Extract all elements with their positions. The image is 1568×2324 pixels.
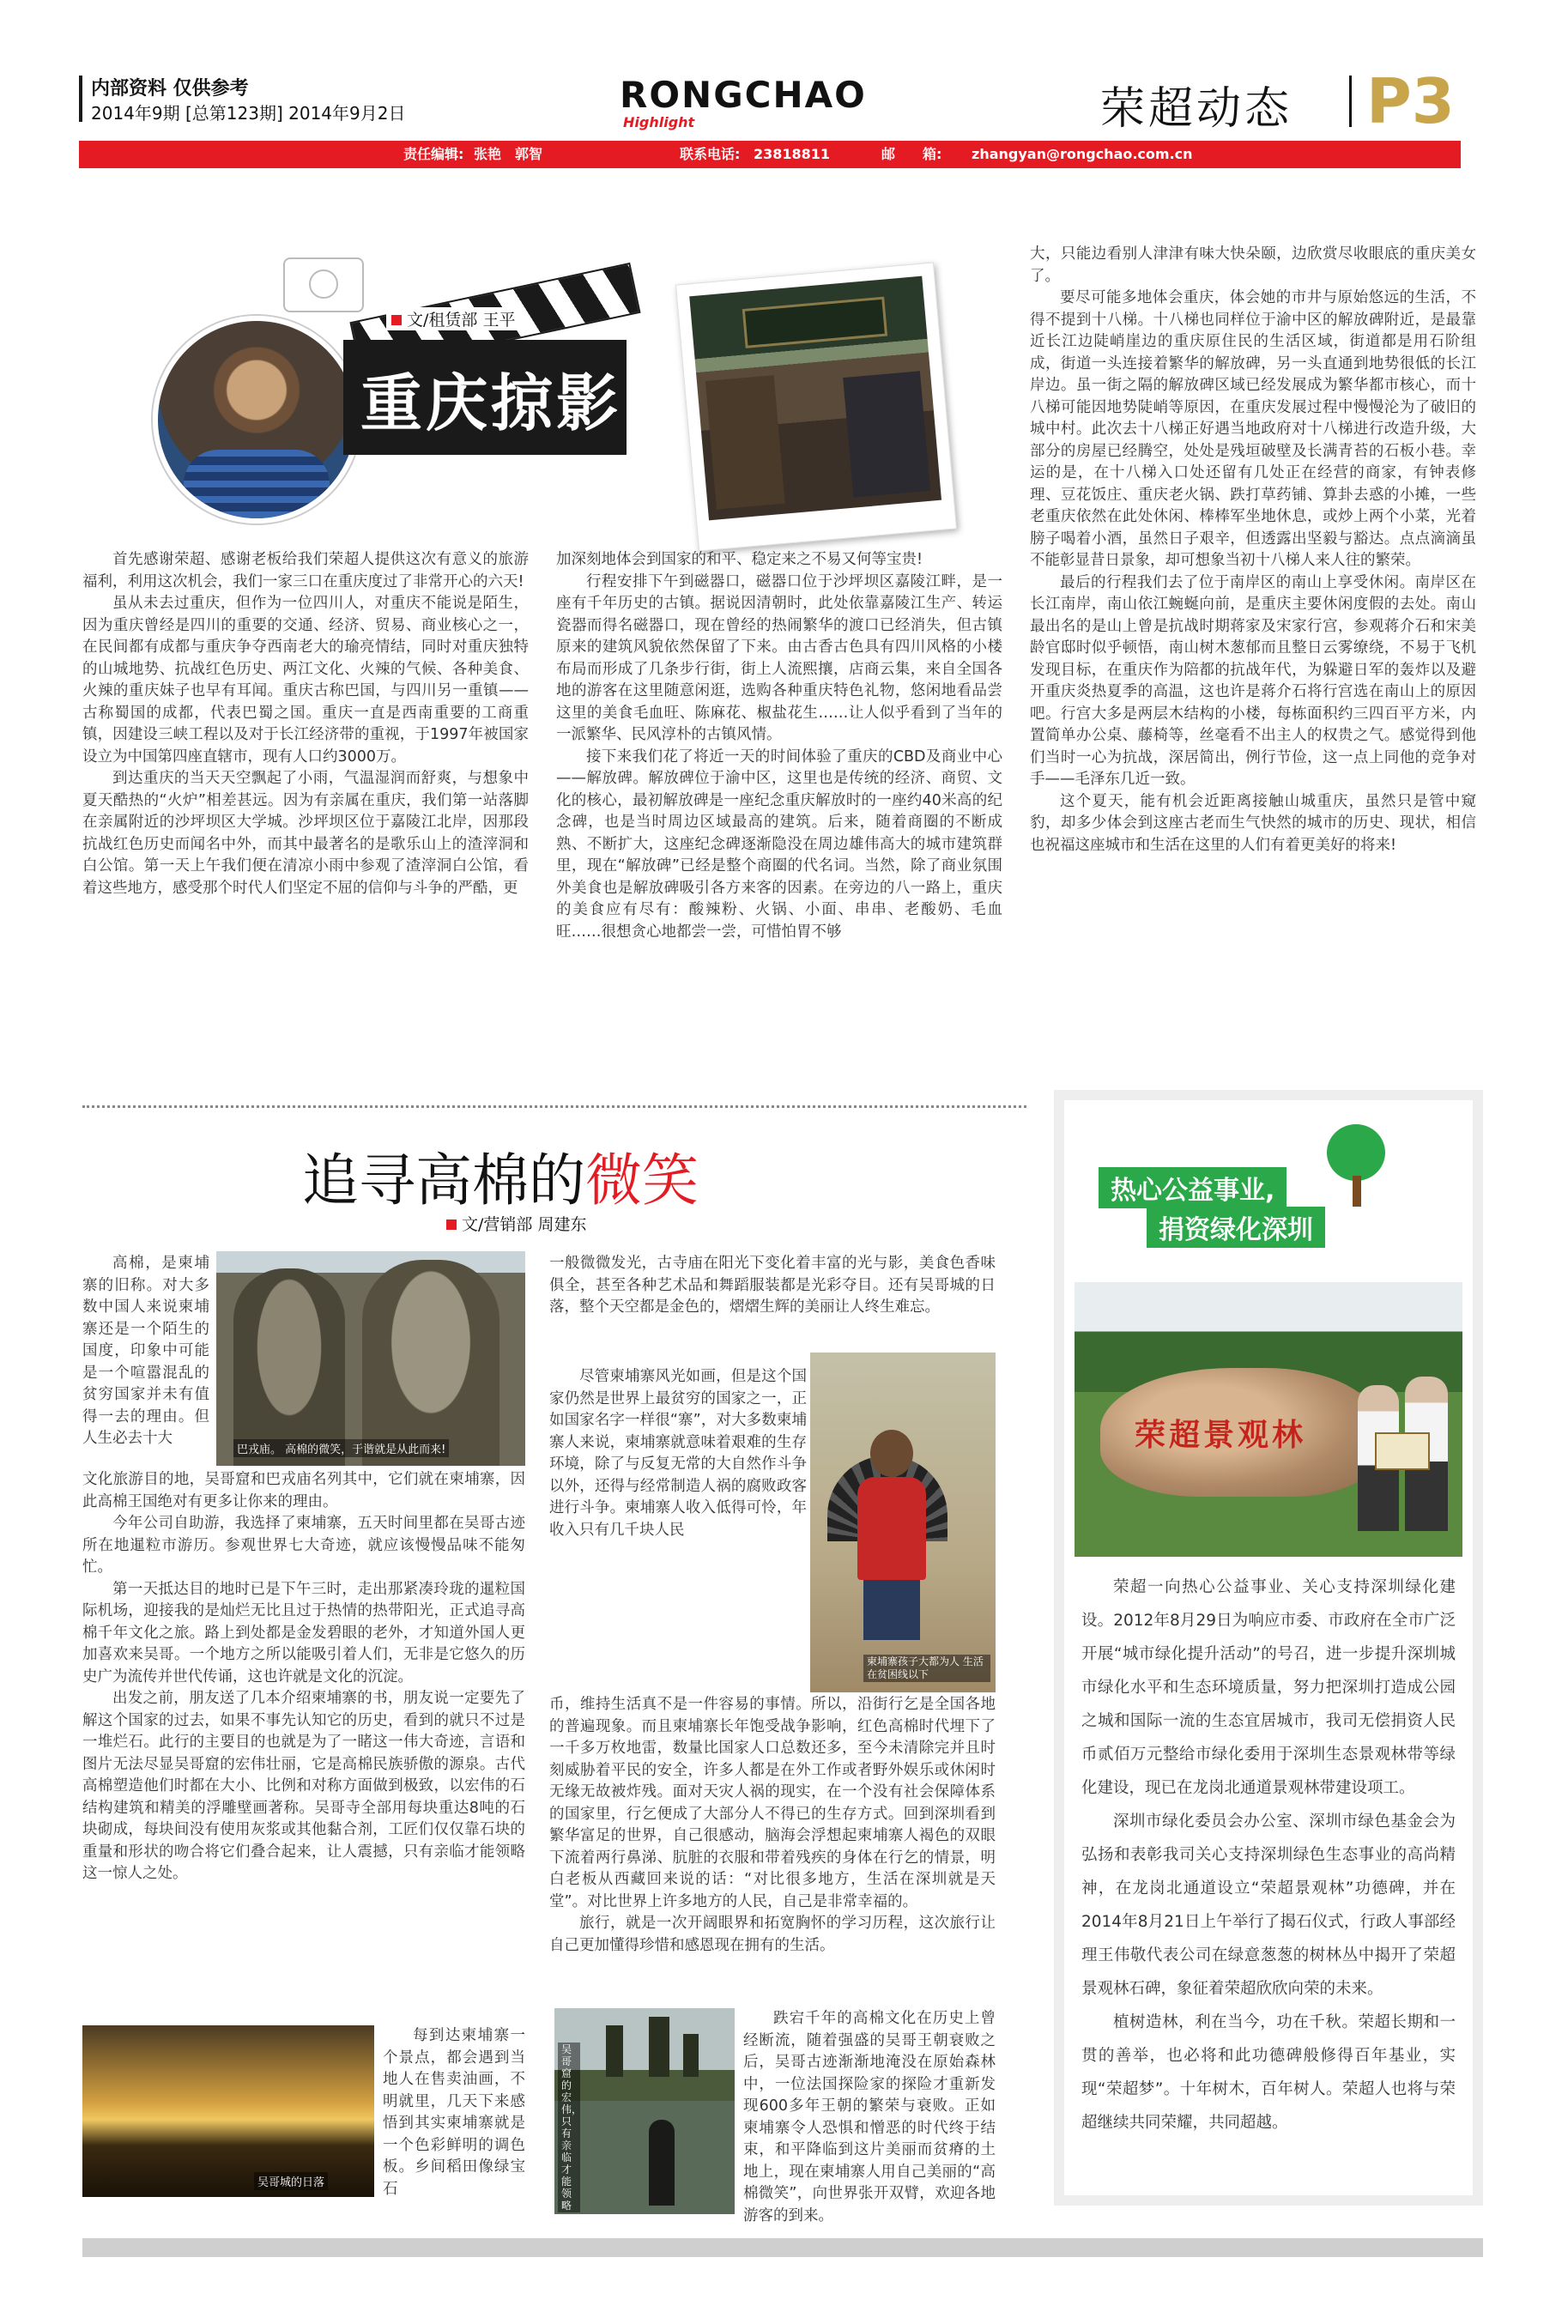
article1-byline-text: 文/租赁部 王平 [407, 311, 516, 330]
email-address: zhangyan@rongchao.com.cn [972, 146, 1193, 162]
tree-icon [1322, 1124, 1390, 1210]
greening-banner-2: 捐资绿化深圳 [1147, 1207, 1325, 1248]
article1-title: 重庆掠影 [360, 366, 622, 439]
internal-notice: 内部资料 仅供参考 [91, 78, 249, 100]
clapperboard-title [326, 257, 635, 455]
sunset-photo-caption: 吴哥城的日落 [254, 2172, 328, 2190]
article2-col2-end: 跌宕千年的高棉文化在历史上曾经断流，随着强盛的吴哥王朝衰败之后，吴哥古迹渐渐地淹没在原始森林中，一位法国探险家的探险才重新发现600多年王朝的繁荣与衰败。正如柬埔寨令人恐惧和憎恶的时代终于结束，和平降临到这片美丽而贫瘠的土地上，现在柬埔寨人用自己美丽的“高棉微笑”，向世界张开双臂，欢迎各地游客的到来。 [743, 2010, 996, 2224]
section-separator [82, 1105, 1026, 1108]
article2-byline [446, 1212, 586, 1235]
article2-col2-p2: 币，维持生活真不是一件容易的事情。所以，沿街行乞是全国各地的普遍现象。而且柬埔寨长年饱受战争影响，红色高棉时代埋下了一千多万枚地雷，数量比国家人口总数还多，至今未清除完并且时刻威胁着平民的安全，许多人都是在外工作或者野外娱乐或休闲时无缘无故被炸残。面对天灾人祸的现实，在一个没有社会保障体系的国家里，行乞便成了大部分人不得已的生存方式。回到深圳看到繁华富足的世界，自己很感动，脑海会浮想起柬埔寨人褐色的双眼下流着两行鼻涕、肮脏的衣服和带着残疾的身体在行乞的情景，明白老板从西藏回来说的话：“对比很多地方，生活在深圳就是天堂”。对比世界上许多地方的人民，自己是非常幸福的。 [549, 1696, 996, 1910]
byline-square-icon [446, 1219, 457, 1230]
article1-col2-p3: 接下来我们花了将近一天的时间体验了重庆的CBD及商业中心——解放碑。解放碑位于渝中区，这里也是传统的经济、商贸、文化的核心，最初解放碑是一座纪念重庆解放时的一座约40米高的纪念碑，也是当时周边区域最高的建筑。后来，随着商圈的不断成熟、不断扩大，这座纪念碑逐渐隐没在周边雄伟高大的城市建筑群里，现在“解放碑”已经是整个商圈的代名词。当然，除了商业氛围外美食也是解放碑吸引各方来客的因素。在旁边的八一路上，重庆的美食应有尽有：酸辣粉、火锅、小面、串串、老酸奶、毛血旺……很想贪心地都尝一尝，可惜怕胃不够 [556, 747, 1002, 941]
issue-info: 2014年9期 [总第123期] 2014年9月2日 [91, 103, 406, 124]
article2-col2-mid-text: 尽管柬埔寨风光如画，但是这个国家仍然是世界上最贫穷的国家之一，正如国家名字一样很“寨”，对大多数柬埔寨人来说，柬埔寨就意味着艰难的生存环境，除了与反复无常的大自然作斗争以外，还得与经常制造人祸的腐败政客进行斗争。柬埔寨人收入低得可怜，年收入只有几千块人民 [549, 1368, 807, 1539]
child-photo-caption: 柬埔寨孩子大都为人 生活在贫困线以下 [863, 1655, 990, 1682]
article1-col3 [1030, 244, 1476, 1093]
section-title: 荣超动态 [1100, 83, 1293, 135]
article1-col3-p1: 大，只能边看别人津津有味大快朵颐，边欣赏尽收眼底的重庆美女了。 [1030, 245, 1476, 285]
article-greening [1054, 1090, 1483, 2206]
article2-byline-text: 文/营销部 周建东 [462, 1215, 587, 1234]
landscape-stone-photo [1075, 1282, 1462, 1557]
article2-col1-p1: 文化旅游目的地，吴哥窟和巴戎庙名列其中，它们就在柬埔寨，因此高棉王国绝对有更多让你来的理由。 [82, 1471, 525, 1510]
angkor-wat-photo [554, 2008, 735, 2214]
article2-col2-p1: 一般微微发光，古寺庙在阳光下变化着丰富的光与影，美食色香味俱全，甚至各种艺术品和舞蹈服装都是光彩夺目。还有吴哥城的日落，整个天空都是金色的，熠熠生辉的美丽让人终生难忘。 [549, 1255, 996, 1316]
portrait-shirt [184, 450, 330, 524]
article2-col1-intro: 高棉，是柬埔寨的旧称。对大多数中国人来说柬埔寨还是一个陌生的国度，印象中可能是一个喧嚣混乱的贫穷国家并未有值得一去的理由。但人生必去十大 [82, 1255, 209, 1447]
stone-monument [1100, 1368, 1375, 1497]
article2-col1-p2: 今年公司自助游，我选择了柬埔寨，五天时间里都在吴哥古迹所在地暹粒市游历。参观世界七大奇迹，就应该慢慢品味不能匆忙。 [82, 1515, 525, 1576]
stone-inscription: 荣超景观林 [1135, 1417, 1307, 1453]
article1-col1 [82, 549, 529, 1081]
article1-col2-p2: 行程安排下午到磁器口，磁器口位于沙坪坝区嘉陵江畔，是一座有千年历史的古镇。据说因清朝时，此处依靠嘉陵江生产、转运瓷器而得名磁器口，现在曾经的热闹繁华的渡口已经消失，但古镇原来的建筑风貌依然保留了下来。由古香古色具有四川风格的小楼布局而形成了几条步行街，街上人流熙攘，店商云集，来自全国各地的游客在这里随意闲逛，选购各种重庆特色礼物，悠闲地看品尝这里的美食毛血旺、陈麻花、椒盐花生……让人似乎看到了当年的一派繁华、民风淳朴的古镇风情。 [556, 572, 1002, 743]
article2-title [302, 1135, 699, 1216]
article1-col1-p1: 首先感谢荣超、感谢老板给我们荣超人提供这次有意义的旅游福利，利用这次机会，我们一家三口在重庆度过了非常开心的六天! [82, 551, 529, 590]
bayon-temple-photo [216, 1251, 525, 1466]
phone-number: 23818811 [754, 146, 831, 162]
brand-subtitle: Highlight [623, 114, 695, 130]
article3-p1: 荣超一向热心公益事业、关心支持深圳绿化建设。2012年8月29日为响应市委、市政府在全市广泛开展“城市绿化提升活动”的号召，进一步提升深圳城市绿化水平和生态环境质量，努力把深圳打造成公园之城和国际一流的生态宜居城市，我司无偿捐资人民币贰佰万元整给市绿化委用于深圳生态景观林带等绿化建设，现已在龙岗北通道景观林带建设项工。 [1081, 1578, 1456, 1797]
article1-col2 [556, 549, 1002, 1081]
ciqikou-photo [675, 262, 957, 551]
byline-square-icon [391, 315, 402, 325]
greening-panel [1064, 1100, 1473, 2195]
article2-col1-p4: 出发之前，朋友送了几本介绍柬埔寨的书，朋友说一定要先了解这个国家的过去，如果不事先认知它的历史，看到的就只不过是一堆烂石。此行的主要目的也就是为了一睹这一伟大奇迹，言语和图片无法尽显吴哥窟的宏伟壮丽，它是高棉民族骄傲的源泉。古代高棉塑造他们时都在大小、比例和对称方面做到极致，以宏伟的石结构建筑和精美的浮雕壁画著称。吴哥寺全部用每块重达8吨的石块砌成，每块间没有使用灰浆或其他黏合剂，工匠们仅仅靠石块的重量和形状的吻合将它们叠合起来，让人震撼，只有亲临才能领略这一惊人之处。 [82, 1690, 525, 1882]
article1-byline [386, 307, 520, 330]
article-cambodia [0, 1116, 1047, 2248]
angkor-sunset-photo [82, 2025, 374, 2197]
editor-label: 责任编辑: [403, 146, 464, 162]
article3-body [1081, 1571, 1456, 2188]
article2-col1 [82, 1469, 525, 2018]
article2-col2-p3: 旅行，就是一次开阔眼界和拓宽胸怀的学习历程，这次旅行让自己更加懂得珍惜和感恩现在拥有的生活。 [549, 1915, 996, 1954]
article1-col1-p2: 虽从未去过重庆，但作为一位四川人，对重庆不能说是陌生，因为重庆曾经是四川的重要的交通、经济、贸易、商业核心之一，在民间都有成都与重庆争夺西南老大的瑜亮情结，同时对重庆独特的山城地势、抗战红色历史、两江文化、火辣的气候、各种美食、火辣的重庆妹子也早有耳闻。重庆古称巴国，与四川另一重镇——古称蜀国的成都，代表巴蜀之国。重庆一直是西南重要的工商重镇，因建设三峡工程以及对于长江经济带的重视，于1997年被国家设立为中国第四座直辖市，现有人口约3000万。 [82, 595, 529, 766]
brand-name: RONGCHAO [620, 74, 867, 116]
article3-p2: 深圳市绿化委员会办公室、深圳市绿色基金会为弘扬和表彰我司关心支持深圳绿色生态事业的高尚精神，在龙岗北通道设立“荣超景观林”功德碑，并在2014年8月21日上午举行了揭石仪式，行政人事部经理王伟敬代表公司在绿意葱葱的树林丛中揭开了荣超景观林石碑，象征着荣超欣欣向荣的未来。 [1081, 1813, 1456, 1998]
email-label: 邮 箱: [881, 146, 942, 162]
article2-title-accent: 微笑 [585, 1147, 699, 1213]
article3-p3: 植树造林，利在当今，功在千秋。荣超长期和一贯的善举，也必将和此功德碑般修得百年基业，实现“荣超梦”。十年树木，百年树人。荣超人也将与荣超继续共同荣耀，共同超越。 [1081, 2013, 1456, 2132]
article2-col1-top [82, 1253, 209, 1468]
bayon-photo-caption: 巴戎庙。 高棉的微笑，于谐就是从此而来! [233, 1439, 449, 1457]
article1-col3-p3: 最后的行程我们去了位于南岸区的南山上享受休闲。南岸区在长江南岸，南山依江蜿蜒向前，是重庆主要休闲度假的去处。南山最出名的是山上曾是抗战时期蒋家及宋家行宫，参观蒋介石和宋美龄官邸时似乎顿悟，南山树木葱郁而且整日云雾缭绕，不易于飞机发现目标，在重庆作为陪都的抗战年代，为躲避日军的轰炸以及避开重庆炎热夏季的高温，这也许是蒋介石将行宫选在南山上的原因吧。行宫大多是两层木结构的小楼，每栋面积约三四百平方米，内置简单办公桌、藤椅等，丝毫看不出主人的权贵之气。感觉得到他们当时一心为抗战，深居简出，例行节俭，这一点上同他的竞争对手——毛泽东几近一致。 [1030, 573, 1476, 788]
article2-col2-top [549, 1253, 996, 1365]
article1-col1-p3: 到达重庆的当天天空飘起了小雨，气温湿润而舒爽，与想象中夏天酷热的“火炉”相差甚远。因为有亲属在重庆，我们第一站落脚在亲属附近的沙坪坝区大学城。沙坪坝区位于嘉陵江北岸，因那段抗战红色历史而闻名中外，而其中最著名的是歌乐山上的渣滓洞和白公馆。第一天上午我们便在清凉小雨中参观了渣滓洞白公馆，看着这些地方，感受那个时代人们坚定不屈的信仰与斗争的严酷，更 [82, 770, 529, 897]
editor-names: 张艳 郭智 [474, 146, 543, 162]
footer-bar [82, 2238, 1483, 2257]
article2-col2-mid [549, 1366, 807, 1701]
phone-label: 联系电话: [680, 146, 741, 162]
article-chongqing [0, 0, 1568, 1116]
article1-col3-p4: 这个夏天，能有机会近距离接触山城重庆，虽然只是管中窥豹，却多少体会到这座古老而生气快然的城市的历史、现状，相信也祝福这座城市和生活在这里的人们有着更美好的将来! [1030, 792, 1476, 854]
article2-col1-p3: 第一天抵达目的地时已是下午三时，走出那紧凑玲珑的暹粒国际机场，迎接我的是灿烂无比且过于热情的热带阳光，正式追寻高棉千年文化之旅。路上到处都是金发碧眼的老外，才知道外国人更加喜欢来吴哥。一个地方之所以能吸引着人们，无非是它悠久的历史广为流传并世代传诵，这也许就是文化的沉淀。 [82, 1580, 525, 1686]
article1-col3-p2: 要尽可能多地体会重庆，体会她的市井与原始悠远的生活，不得不提到十八梯。十八梯也同样位于渝中区的解放碑附近，是最靠近长江边陡峭崖边的重庆原住民的生活区域，街道都是用石阶组成，街道一头连接着繁华的解放碑，另一头直通到地势很低的长江岸边。虽一街之隔的解放碑区域已经发展成为繁华都市核心，而十八梯可能因地势陡峭等原因，在重庆发展过程中慢慢沦为了破旧的城中村。此次去十八梯正好遇当地政府对十八梯进行改造升级，大部分的房屋已经腾空，处处是残垣破壁及长满青苔的石板小巷。幸运的是，在十八梯入口处还留有几处正在经营的商家，有钟表修理、豆花饭庄、重庆老火锅、跌打草药铺、算卦去惑的小摊，一些老重庆依然在此处休闲、棒棒军坐地休息，或炒上两个小菜，光着膀子喝着小酒，虽然日子艰辛，但透露出坚毅与豁达。点点滴滴虽不能彰显昔日景象，却可想象当初十八梯人来人往的繁荣。 [1030, 289, 1476, 569]
page-number: P3 [1366, 65, 1455, 137]
article2-col1-bottom [383, 2025, 525, 2214]
ciqikou-photo-image [689, 276, 941, 521]
cambodian-child-photo [810, 1353, 996, 1692]
article2-col2-bottom [743, 2008, 996, 2231]
article2-title-main: 追寻高棉的 [302, 1147, 585, 1213]
greening-banner-1: 热心公益事业, [1099, 1167, 1286, 1208]
article1-col2-p1: 加深刻地体会到国家的和平、稳定来之不易又何等宝贵! [556, 551, 923, 568]
camera-sketch-icon [283, 257, 364, 312]
article2-col1-end: 每到达柬埔寨一个景点，都会遇到当地人在售卖油画，不明就里，几天下来感悟到其实柬埔寨就是一个色彩鲜明的调色板。乡间稻田像绿宝石 [383, 2027, 525, 2198]
angkor-wat-caption: 吴哥窟的宏伟，只有亲临才能领略 [558, 2043, 580, 2212]
